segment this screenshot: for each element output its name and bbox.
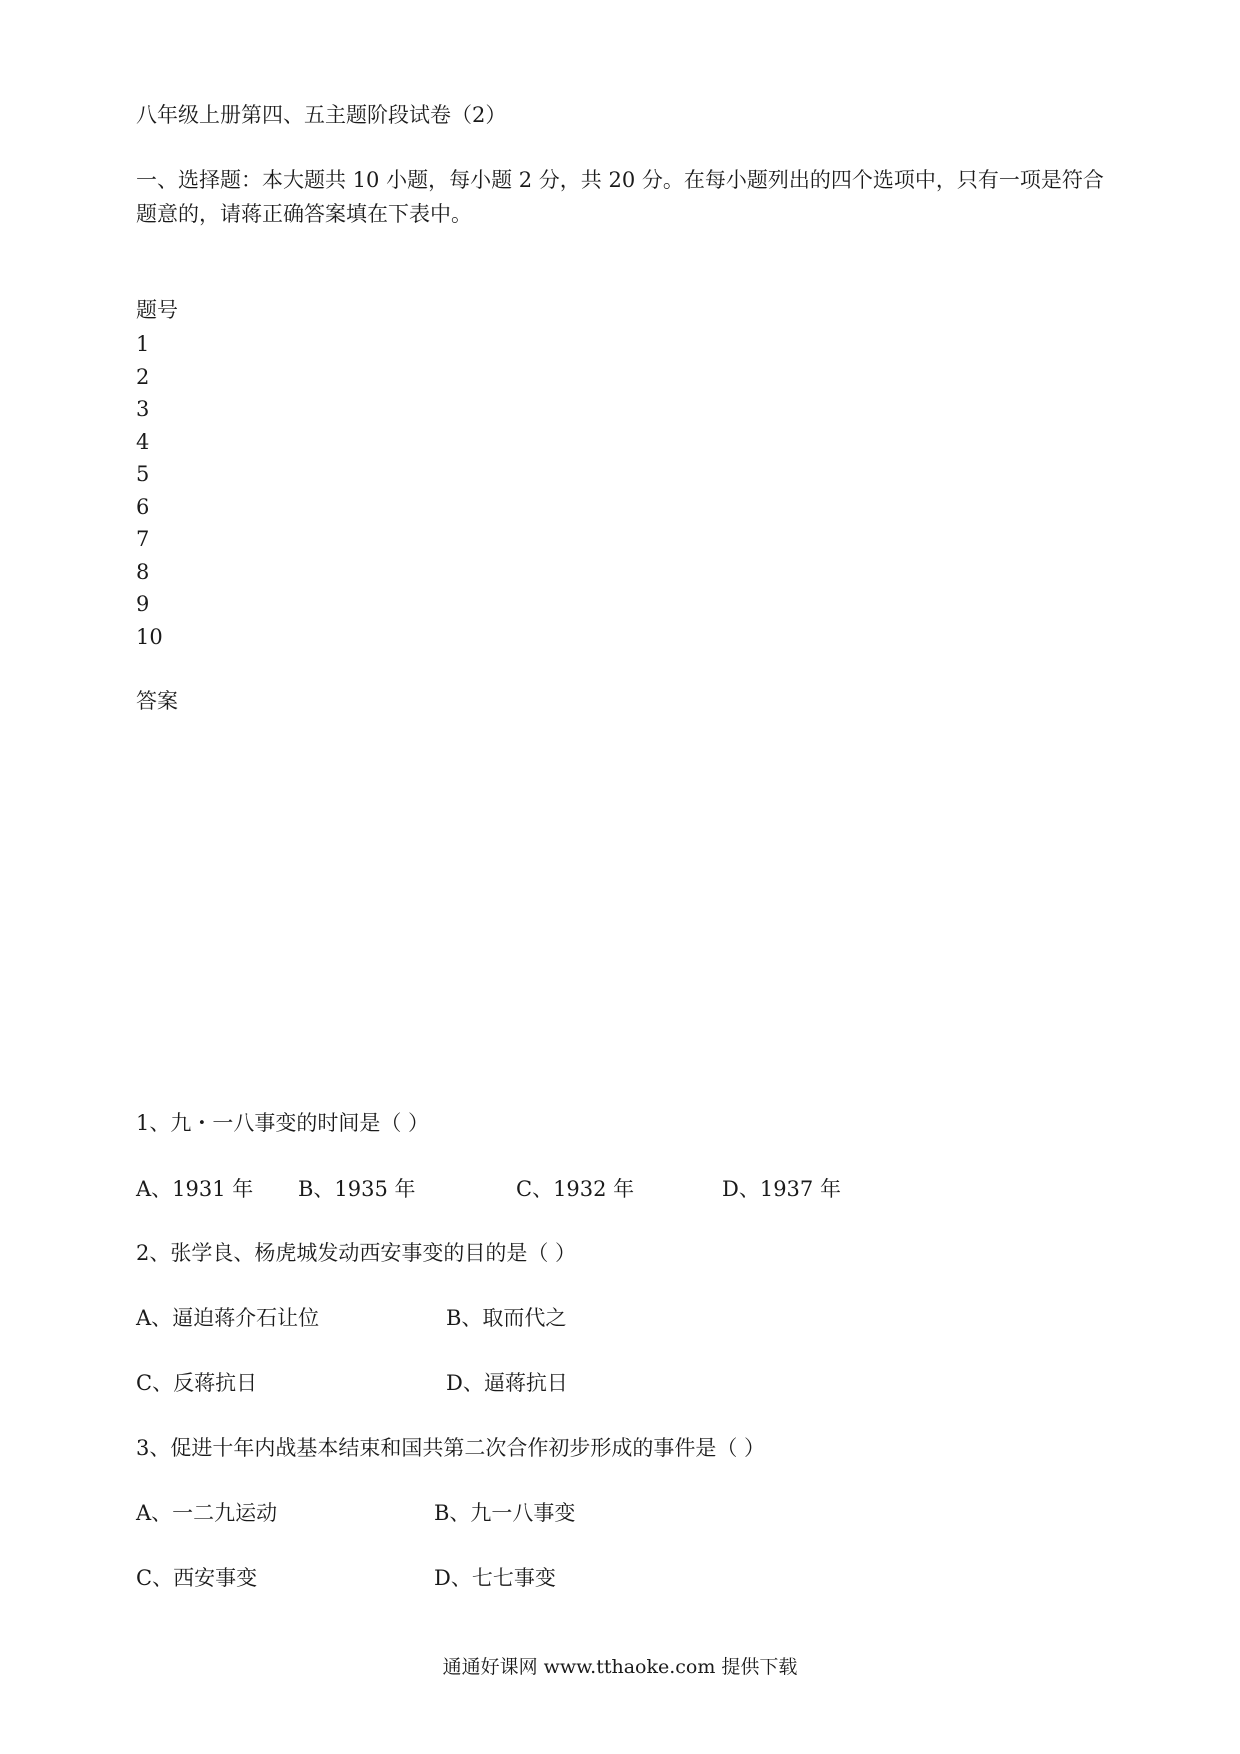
question-number: 2 [136,364,150,389]
question-number: 9 [136,592,150,616]
answer-table-answer-label: 答案 [136,689,178,713]
question-number: 7 [136,527,150,551]
question-number: 3 [136,397,150,421]
question-3-stem: 3、促进十年内战基本结束和国共第二次合作初步形成的事件是（ ） [136,1436,766,1460]
question-2-stem: 2、张学良、杨虎城发动西安事变的目的是（ ） [136,1241,577,1265]
question-3-option-c: C、西安事变 [136,1566,258,1590]
question-number: 4 [136,429,150,454]
question-2-option-a: A、逼迫蒋介石让位 [136,1306,320,1330]
question-number: 6 [136,494,150,519]
answer-table-header-label: 题号 [136,298,178,322]
question-2-option-d: D、逼蒋抗日 [446,1371,568,1395]
section-instructions-line-2: 题意的，请蒋正确答案填在下表中。 [136,202,472,226]
question-1-stem: 1、九・一八事变的时间是（ ） [136,1111,430,1135]
question-number: 1 [136,332,150,356]
question-3-option-d: D、七七事变 [434,1566,556,1590]
question-1-option-b: B、1935 年 [298,1177,416,1201]
question-number: 10 [136,624,163,649]
question-1-option-d: D、1937 年 [722,1177,841,1201]
question-1-option-a: A、1931 年 [136,1177,254,1201]
question-3-option-b: B、九一八事变 [434,1501,576,1525]
question-number: 8 [136,559,150,584]
question-2-option-c: C、反蒋抗日 [136,1371,258,1395]
answer-table-question-numbers [136,328,163,653]
section-instructions-line-1: 一、选择题：本大题共 10 小题，每小题 2 分，共 20 分。在每小题列出的四个选项中，只有一项是符合 [136,168,1104,192]
page-title: 八年级上册第四、五主题阶段试卷（2） [136,103,507,127]
question-3-option-a: A、一二九运动 [136,1501,278,1525]
question-2-option-b: B、取而代之 [446,1306,567,1330]
question-number: 5 [136,462,150,486]
page-footer: 通通好课网 www.tthaoke.com 提供下载 [442,1656,798,1678]
question-1-option-c: C、1932 年 [516,1177,635,1201]
